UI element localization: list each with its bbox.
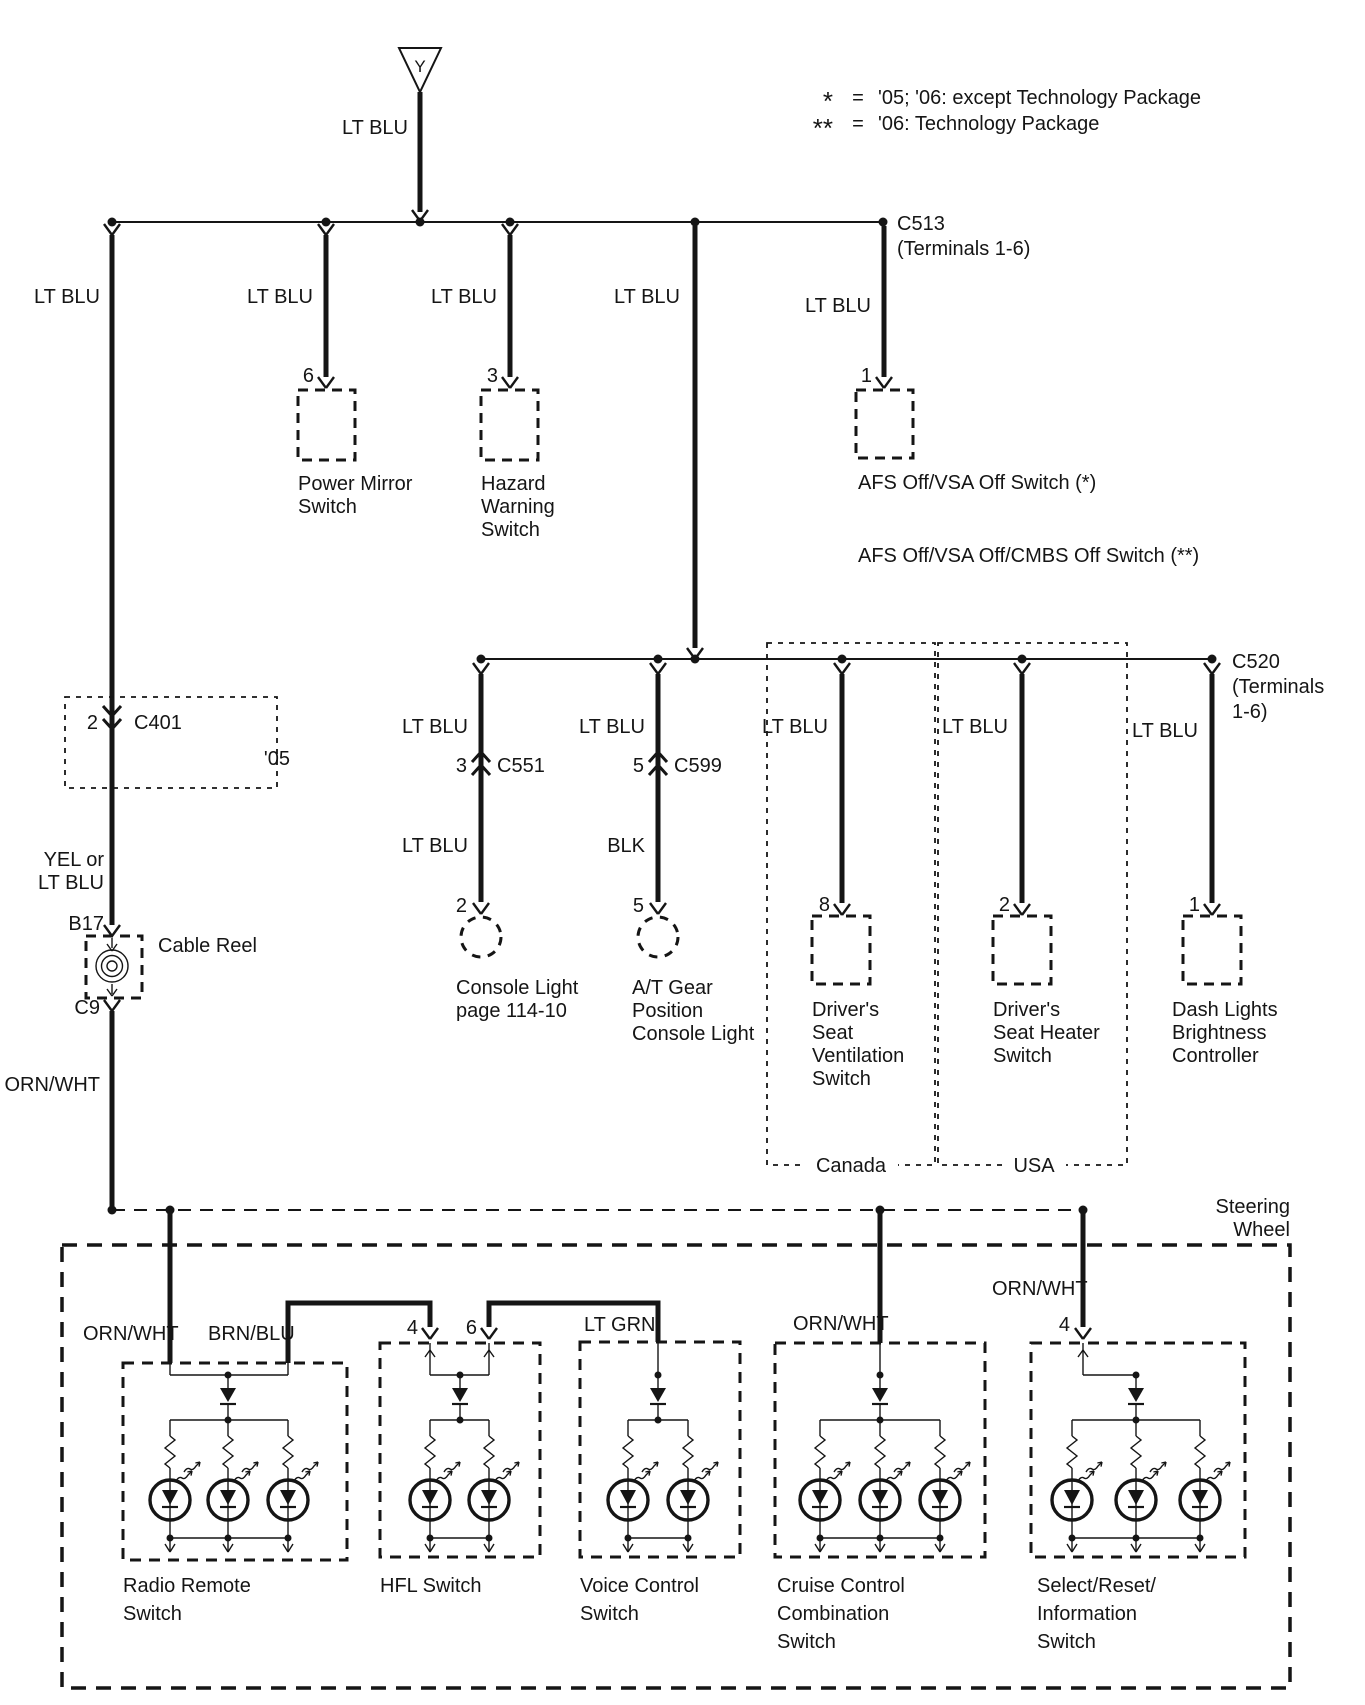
component-label: Switch [298, 496, 357, 518]
resistor-led-branch [920, 1420, 970, 1552]
legend-star-text: '05; '06: except Technology Package [878, 87, 1202, 109]
wire-color-label: LT BLU [247, 286, 313, 308]
connector-id: C551 [497, 755, 545, 777]
component-label: Driver's [993, 999, 1061, 1021]
steering-wheel-label: Steering [1215, 1196, 1290, 1218]
component-label: Console Light [456, 977, 579, 999]
power-mirror-switch [247, 224, 413, 518]
year-label: '05 [263, 748, 290, 770]
terminal-number: 6 [302, 365, 314, 387]
switch-label: HFL Switch [380, 1575, 482, 1597]
diode-icon [1128, 1372, 1144, 1424]
wire-color-label: BRN/BLU [208, 1323, 295, 1345]
wire-color-label: LT BLU [1132, 720, 1198, 742]
switch-box [123, 1363, 347, 1560]
resistor-led-branch [150, 1420, 200, 1552]
power-source-symbol [342, 48, 441, 221]
component-label: Cable Reel [158, 935, 257, 957]
region-label: USA [1013, 1155, 1055, 1177]
switch-label: Switch [123, 1603, 182, 1625]
mid-feed-wire [614, 226, 703, 659]
legend-star: * [822, 86, 833, 116]
wire-color-label: LT BLU [342, 117, 408, 139]
component-label: Driver's [812, 999, 880, 1021]
component-label: Dash Lights [1172, 999, 1278, 1021]
switch-label: Switch [580, 1603, 639, 1625]
diode-icon [872, 1372, 888, 1424]
wire-color-label: LT GRN [584, 1314, 656, 1336]
legend [813, 86, 1201, 143]
component-label: Warning [481, 496, 555, 518]
wire-color-label: ORN/WHT [793, 1313, 889, 1335]
component-label: Switch [812, 1068, 871, 1090]
switch-label: Combination [777, 1603, 890, 1625]
legend-equals: = [852, 87, 864, 109]
terminal-number: 4 [1058, 1314, 1070, 1336]
terminal-number: 6 [465, 1317, 477, 1339]
component-label: Console Light [632, 1023, 755, 1045]
legend-double-star: ** [812, 113, 833, 143]
steering-wheel-label: Wheel [1233, 1219, 1290, 1241]
bus-c513 [108, 213, 1031, 260]
cable-reel-box [86, 936, 142, 998]
connector-id: C520 [1232, 651, 1280, 673]
resistor-led-branch [860, 1420, 910, 1552]
wire-color-label: LT BLU [34, 286, 100, 308]
resistor-led-branch [268, 1420, 318, 1552]
component-label: A/T Gear [632, 977, 713, 999]
terminal-number: 2 [455, 895, 467, 917]
cruise-control-switch [775, 1210, 985, 1653]
component-label: AFS Off/VSA Off Switch (*) [858, 472, 1097, 494]
component-box [993, 916, 1051, 984]
connector-id: C401 [134, 712, 182, 734]
terminal-number: 2 [86, 712, 98, 734]
wire-color-label: LT BLU [402, 716, 468, 738]
component-label: Hazard [481, 473, 546, 495]
component-label: Controller [1172, 1045, 1259, 1067]
bus-c520 [477, 651, 1325, 723]
component-label: Seat Heater [993, 1022, 1100, 1044]
power-source-letter: Y [414, 57, 426, 76]
steering-wheel-rail [108, 1196, 1291, 1241]
wire-color-label: LT BLU [38, 872, 104, 894]
diode-icon [650, 1372, 666, 1424]
cable-reel-run [4, 224, 290, 1210]
resistor-led-branch [608, 1420, 658, 1552]
wire-color-label: LT BLU [614, 286, 680, 308]
switch-label: Select/Reset/ [1037, 1575, 1156, 1597]
component-box [1183, 916, 1241, 984]
wire-color-label: ORN/WHT [83, 1323, 179, 1345]
resistor-led-branch [1116, 1420, 1166, 1552]
switch-label: Voice Control [580, 1575, 699, 1597]
cable-reel-coil-icon [96, 938, 128, 996]
legend-double-star-text: '06: Technology Package [878, 113, 1100, 135]
component-box [856, 390, 913, 458]
component-label: Position [632, 1000, 704, 1022]
connector-id: C513 [897, 213, 945, 235]
connector-terminals: 1-6) [1232, 701, 1268, 723]
select-reset-switch [992, 1210, 1245, 1653]
component-box [298, 390, 355, 460]
terminal-number: 3 [486, 365, 498, 387]
wire-color-label: YEL or [43, 849, 104, 871]
switch-label: Cruise Control [777, 1575, 905, 1597]
canada-region [762, 643, 935, 1178]
terminal-number: 3 [455, 755, 467, 777]
resistor-led-branch [208, 1420, 258, 1552]
terminal-number: 1 [1188, 894, 1200, 916]
console-light [402, 663, 579, 1022]
wire-color-label: LT BLU [402, 835, 468, 857]
resistor-led-branch [800, 1420, 850, 1552]
at-gear-console-light [579, 663, 755, 1045]
hazard-warning-switch [431, 224, 555, 541]
diode-icon [452, 1372, 468, 1424]
year-option-box [65, 697, 277, 788]
usa-region [938, 643, 1127, 1178]
component-label: Switch [481, 519, 540, 541]
wire-color-label: ORN/WHT [4, 1074, 100, 1096]
terminal-number: 5 [632, 895, 644, 917]
connector-id: C9 [74, 997, 100, 1019]
wire-color-label: BLK [607, 835, 645, 857]
component-label: Seat [812, 1022, 854, 1044]
afs-off-switch [805, 226, 1199, 567]
component-label: Ventilation [812, 1045, 905, 1067]
component-label: page 114-10 [456, 1000, 567, 1022]
terminal-id: B17 [68, 913, 104, 935]
resistor-led-branch [410, 1420, 460, 1552]
switch-label: Switch [1037, 1631, 1096, 1653]
wire-color-label: LT BLU [762, 716, 828, 738]
wire-color-label: LT BLU [579, 716, 645, 738]
terminal-number: 8 [818, 894, 830, 916]
region-label: Canada [815, 1155, 887, 1177]
component-label: Brightness [1172, 1022, 1267, 1044]
resistor-led-branch [469, 1420, 519, 1552]
hfl-switch [288, 1303, 658, 1597]
component-label: Switch [993, 1045, 1052, 1067]
wire-color-label: LT BLU [805, 295, 871, 317]
bulb-icon [461, 917, 501, 957]
connector-id: C599 [674, 755, 722, 777]
bulb-icon [638, 917, 678, 957]
resistor-led-branch [1180, 1420, 1230, 1552]
switch-label: Information [1037, 1603, 1138, 1625]
connector-terminals: (Terminals [1232, 676, 1325, 698]
radio-remote-switch [83, 1210, 347, 1625]
connector-terminals: (Terminals 1-6) [897, 238, 1031, 260]
voice-control-switch [580, 1342, 740, 1625]
diode-icon [220, 1372, 236, 1424]
component-label: Power Mirror [298, 473, 413, 495]
resistor-led-branch [1052, 1420, 1102, 1552]
terminal-number: 4 [406, 1317, 418, 1339]
component-label-alt: AFS Off/VSA Off/CMBS Off Switch (**) [858, 545, 1200, 567]
terminal-number: 5 [632, 755, 644, 777]
resistor-led-branch [668, 1420, 718, 1552]
dash-lights-controller [1132, 663, 1278, 1067]
wire-color-label: LT BLU [942, 716, 1008, 738]
terminal-number: 1 [860, 365, 872, 387]
component-box [812, 916, 870, 984]
legend-equals: = [852, 113, 864, 135]
wire-color-label: LT BLU [431, 286, 497, 308]
switch-label: Radio Remote [123, 1575, 251, 1597]
wire-color-label: ORN/WHT [992, 1278, 1088, 1300]
terminal-number: 2 [998, 894, 1010, 916]
component-box [481, 390, 538, 460]
switch-label: Switch [777, 1631, 836, 1653]
